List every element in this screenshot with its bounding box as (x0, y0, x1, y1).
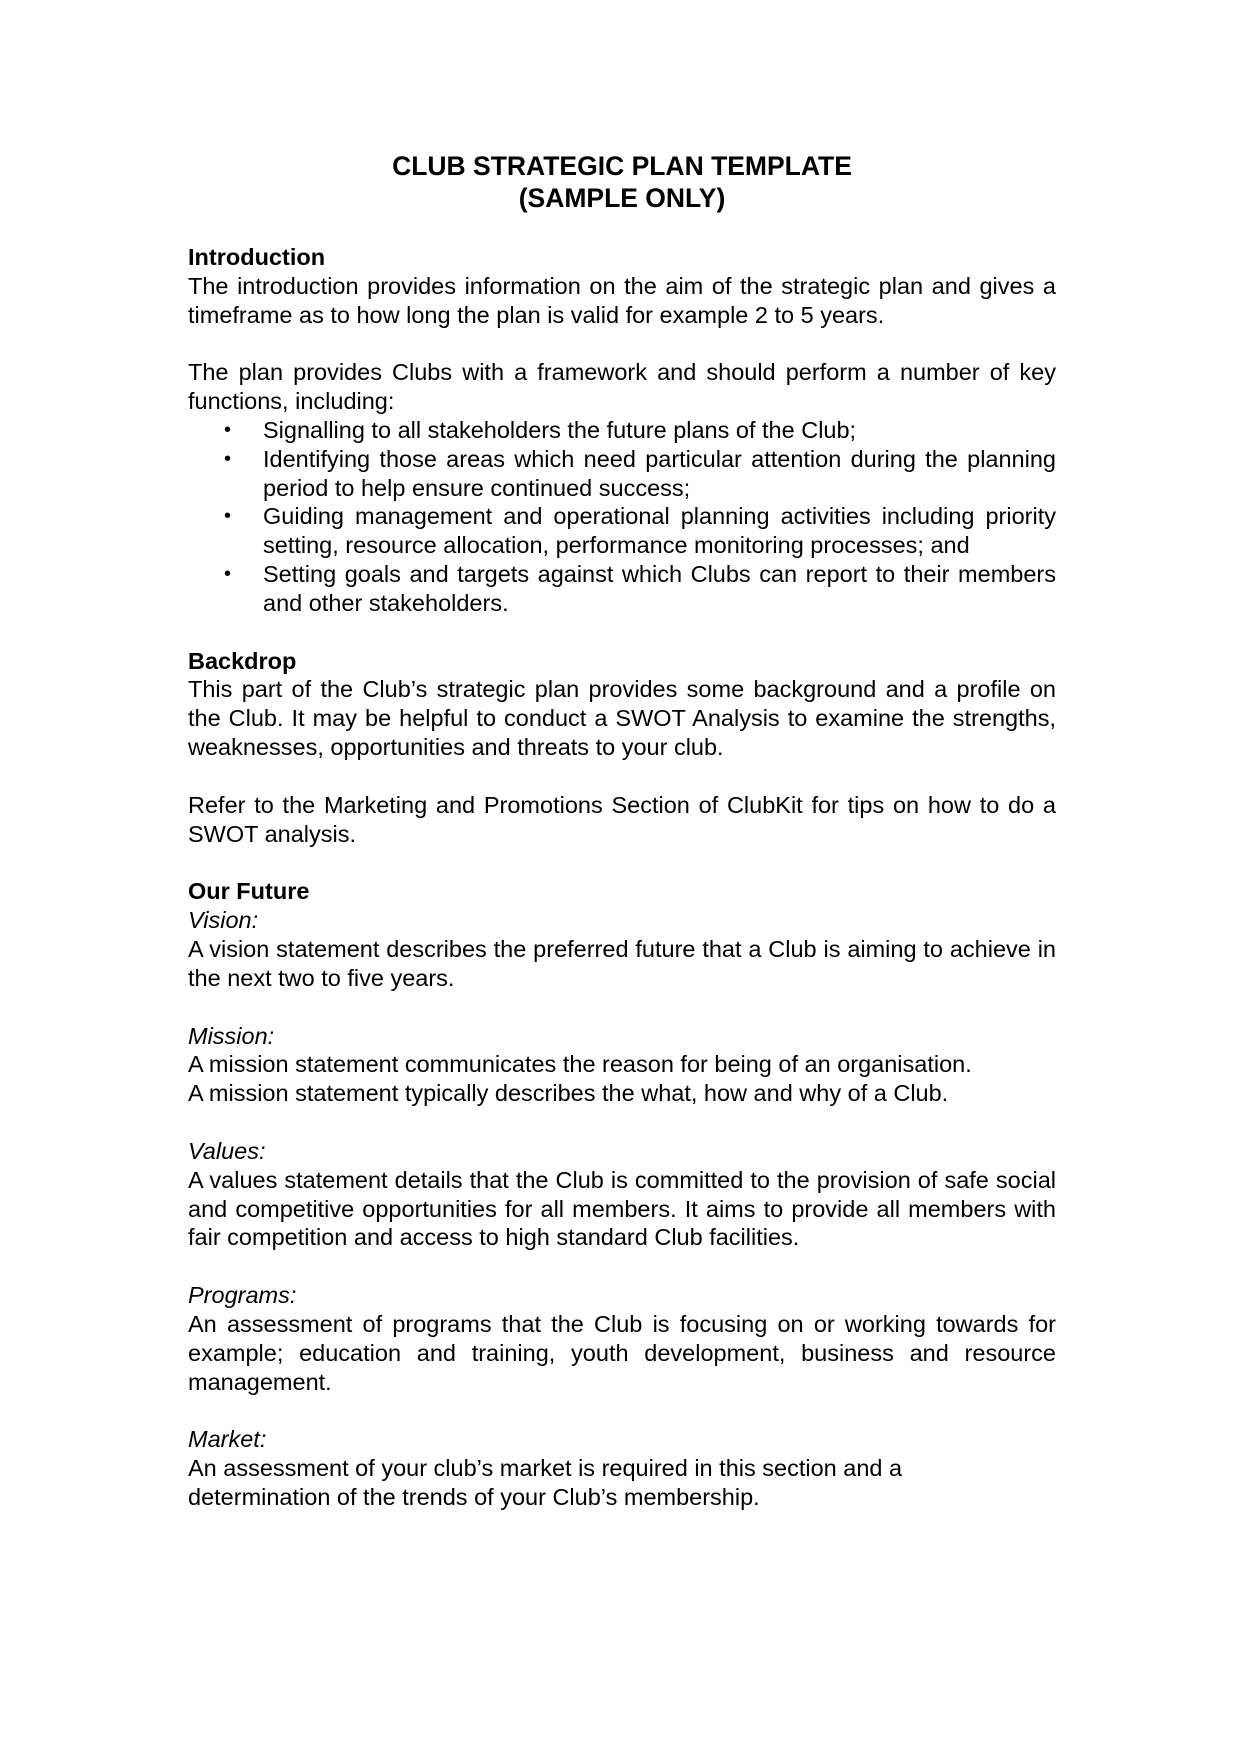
list-item (188, 416, 1056, 445)
introduction-heading: Introduction (188, 244, 326, 270)
programs-text: An assessment of programs that the Club is focusing on or working towards for example; education and training, youth development, business and resource management. (188, 1310, 1056, 1395)
key-functions-list (188, 416, 1056, 618)
spacer (188, 993, 1056, 1022)
list-item (188, 445, 1056, 503)
mission-label: Mission: (188, 1022, 275, 1049)
spacer (188, 1396, 1056, 1425)
mission-text-1: A mission statement communicates the reason for being of an organisation. (188, 1051, 972, 1078)
spacer (188, 762, 1056, 791)
list-item (188, 560, 1056, 618)
backdrop-heading: Backdrop (188, 647, 297, 674)
values-text: A values statement details that the Club is committed to the provision of safe social and competitive opportunities for all members. It aims to provide all members with fair competition and access to high standard Club facilities. (188, 1166, 1056, 1251)
backdrop-paragraph-2: Refer to the Marketing and Promotions Section of ClubKit for tips on how to do a SWOT analysis. (188, 791, 1056, 847)
our-future-heading: Our Future (188, 878, 310, 905)
document-title: CLUB STRATEGIC PLAN TEMPLATE (392, 151, 852, 181)
document-subtitle: (SAMPLE ONLY) (518, 183, 726, 213)
list-item-text: Guiding management and operational planning activities including priority setting, resource allocation, performance monitoring processes; and (263, 503, 1056, 559)
market-text-2: determination of the trends of your Club’s membership. (188, 1483, 760, 1510)
backdrop-paragraph-1: This part of the Club’s strategic plan provides some background and a profile on the Club. It may be helpful to conduct a SWOT Analysis to examine the strengths, weaknesses, opportunities and threats to your club. (188, 676, 1056, 760)
list-item-text: Identifying those areas which need particular attention during the planning period to help ensure continued success; (263, 445, 1056, 501)
list-item (188, 502, 1056, 560)
market-text-1: An assessment of your club’s market is required in this section and a (188, 1455, 903, 1482)
bullet-icon: • (224, 447, 232, 470)
document-content (188, 150, 1056, 1512)
mission-text-2: A mission statement typically describes the what, how and why of a Club. (188, 1080, 949, 1107)
values-label: Values: (188, 1137, 266, 1164)
bullet-icon: • (224, 505, 232, 528)
introduction-paragraph-1: The introduction provides information on the aim of the strategic plan and gives a timeframe as to how long the plan is valid for example 2 to 5 years. (188, 272, 1056, 328)
bullet-icon: • (224, 418, 232, 441)
spacer (188, 848, 1056, 877)
spacer (188, 329, 1056, 358)
vision-label: Vision: (188, 907, 259, 934)
title-block (188, 150, 1056, 214)
list-item-text: Signalling to all stakeholders the future plans of the Club; (263, 416, 857, 443)
market-label: Market: (188, 1426, 267, 1453)
introduction-paragraph-2: The plan provides Clubs with a framework and should perform a number of key functions, including: (188, 359, 1056, 415)
spacer (188, 1108, 1056, 1137)
spacer (188, 1252, 1056, 1281)
bullet-icon: • (224, 562, 232, 585)
list-item-text: Setting goals and targets against which Clubs can report to their members and other stakeholders. (263, 560, 1056, 616)
spacer (188, 618, 1056, 647)
vision-text: A vision statement describes the preferred future that a Club is aiming to achieve in the next two to five years. (188, 935, 1056, 991)
programs-label: Programs: (188, 1282, 297, 1309)
